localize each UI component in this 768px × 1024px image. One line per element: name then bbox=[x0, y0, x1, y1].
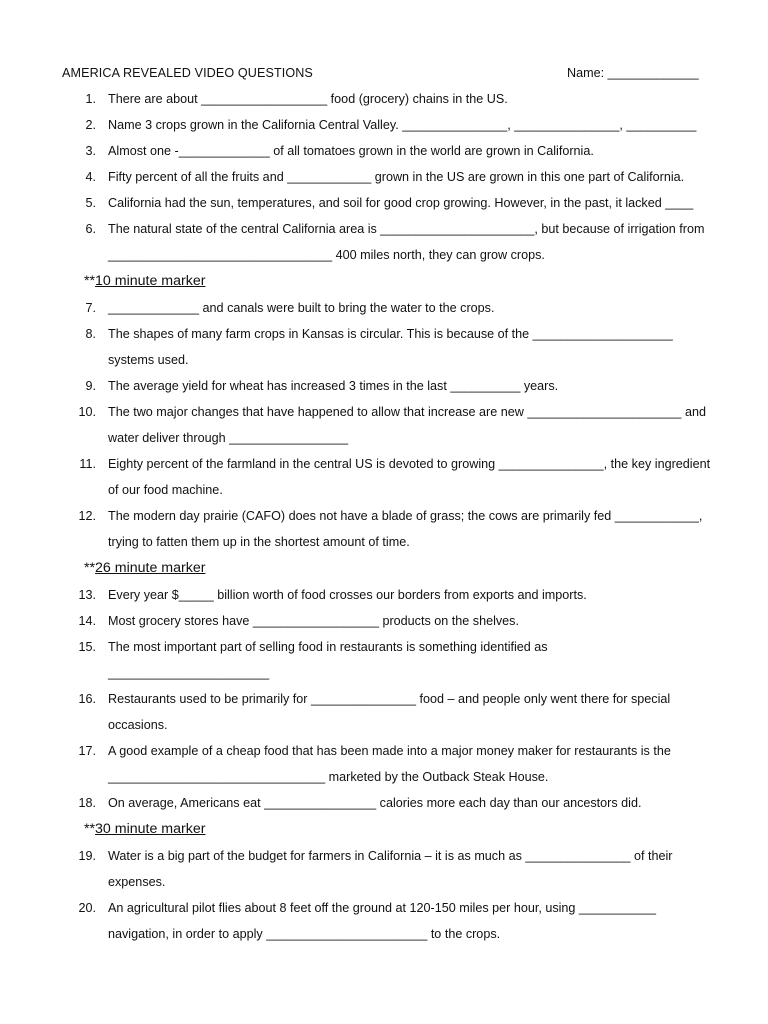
question-text: Every year $_____ billion worth of food crosses our borders from exports and imports. bbox=[108, 588, 587, 602]
question-number: 4. bbox=[85, 170, 96, 184]
question-number: 14. bbox=[78, 614, 96, 628]
name-field: Name: _____________ bbox=[567, 66, 699, 80]
question-13 bbox=[62, 582, 712, 608]
question-9 bbox=[62, 373, 712, 399]
question-number: 5. bbox=[85, 196, 96, 210]
question-4 bbox=[62, 164, 712, 190]
question-20 bbox=[62, 895, 712, 947]
question-14 bbox=[62, 608, 712, 634]
question-17 bbox=[62, 738, 712, 790]
question-number: 15. bbox=[78, 640, 96, 654]
question-5 bbox=[62, 190, 712, 216]
marker-prefix: ** bbox=[84, 560, 96, 576]
question-2 bbox=[62, 112, 712, 138]
question-text: The average yield for wheat has increased 3 times in the last __________ years. bbox=[108, 379, 559, 393]
question-number: 20. bbox=[78, 901, 96, 915]
question-number: 17. bbox=[78, 744, 96, 758]
question-text: Most grocery stores have __________________ products on the shelves. bbox=[108, 614, 519, 628]
question-number: 2. bbox=[85, 118, 96, 132]
question-text: An agricultural pilot flies about 8 feet off the ground at 120-150 miles per hour, using ___________ navigation, in order to apply _______________________ to the crops. bbox=[108, 901, 656, 941]
question-number: 10. bbox=[78, 405, 96, 419]
question-text: Eighty percent of the farmland in the central US is devoted to growing _______________, the key ingredient of our food machine. bbox=[108, 457, 711, 497]
question-number: 13. bbox=[78, 588, 96, 602]
section-marker-26-minute bbox=[62, 555, 712, 582]
question-number: 7. bbox=[85, 301, 96, 315]
worksheet-header bbox=[62, 64, 712, 86]
question-3 bbox=[62, 138, 712, 164]
question-number: 1. bbox=[85, 92, 96, 106]
question-15 bbox=[62, 634, 712, 686]
question-text: Fifty percent of all the fruits and ____________ grown in the US are grown in this one part of California. bbox=[108, 170, 685, 184]
question-text: Water is a big part of the budget for farmers in California – it is as much as _______________ of their expenses. bbox=[108, 849, 673, 889]
question-text: _____________ and canals were built to bring the water to the crops. bbox=[108, 301, 495, 315]
question-10 bbox=[62, 399, 712, 451]
question-number: 3. bbox=[85, 144, 96, 158]
question-number: 16. bbox=[78, 692, 96, 706]
question-8 bbox=[62, 321, 712, 373]
section-marker-30-minute bbox=[62, 816, 712, 843]
question-text: The two major changes that have happened to allow that increase are new ______________________ and water deliver through _________________ bbox=[108, 405, 706, 445]
question-number: 11. bbox=[79, 457, 96, 471]
worksheet bbox=[62, 64, 712, 947]
worksheet-title: AMERICA REVEALED VIDEO QUESTIONS bbox=[62, 66, 313, 80]
question-text: The natural state of the central California area is ______________________, but because of irrigation from ________________________________ 400 miles north, they can grow crops. bbox=[108, 222, 705, 262]
question-11 bbox=[62, 451, 712, 503]
marker-label: 30 minute marker bbox=[95, 821, 206, 837]
question-number: 6. bbox=[85, 222, 96, 236]
question-12 bbox=[62, 503, 712, 555]
section-marker-10-minute bbox=[62, 268, 712, 295]
question-1 bbox=[62, 86, 712, 112]
question-text: The shapes of many farm crops in Kansas is circular. This is because of the ____________________ systems used. bbox=[108, 327, 673, 367]
question-text: The most important part of selling food in restaurants is something identified as _______________________ bbox=[108, 640, 548, 680]
question-number: 19. bbox=[78, 849, 96, 863]
question-7 bbox=[62, 295, 712, 321]
question-text: There are about __________________ food (grocery) chains in the US. bbox=[108, 92, 508, 106]
question-number: 18. bbox=[78, 796, 96, 810]
question-text: Almost one -_____________ of all tomatoes grown in the world are grown in California. bbox=[108, 144, 594, 158]
marker-prefix: ** bbox=[84, 273, 96, 289]
question-text: Restaurants used to be primarily for _______________ food – and people only went there for special occasions. bbox=[108, 692, 671, 732]
question-18 bbox=[62, 790, 712, 816]
question-text: A good example of a cheap food that has been made into a major money maker for restaurants is the _______________________________ marketed by the Outback Steak House. bbox=[108, 744, 671, 784]
question-19 bbox=[62, 843, 712, 895]
question-number: 12. bbox=[78, 509, 96, 523]
question-list bbox=[62, 86, 712, 947]
marker-prefix: ** bbox=[84, 821, 96, 837]
question-text: Name 3 crops grown in the California Central Valley. _______________, _______________, __________ bbox=[108, 118, 697, 132]
question-text: On average, Americans eat ________________ calories more each day than our ancestors did. bbox=[108, 796, 642, 810]
question-6 bbox=[62, 216, 712, 268]
question-number: 8. bbox=[85, 327, 96, 341]
marker-label: 26 minute marker bbox=[95, 560, 206, 576]
question-text: California had the sun, temperatures, and soil for good crop growing. However, in the past, it lacked ____ bbox=[108, 196, 694, 210]
question-16 bbox=[62, 686, 712, 738]
question-text: The modern day prairie (CAFO) does not have a blade of grass; the cows are primarily fed ____________, trying to fatten them up in the shortest amount of time. bbox=[108, 509, 703, 549]
marker-label: 10 minute marker bbox=[95, 273, 206, 289]
question-number: 9. bbox=[85, 379, 96, 393]
